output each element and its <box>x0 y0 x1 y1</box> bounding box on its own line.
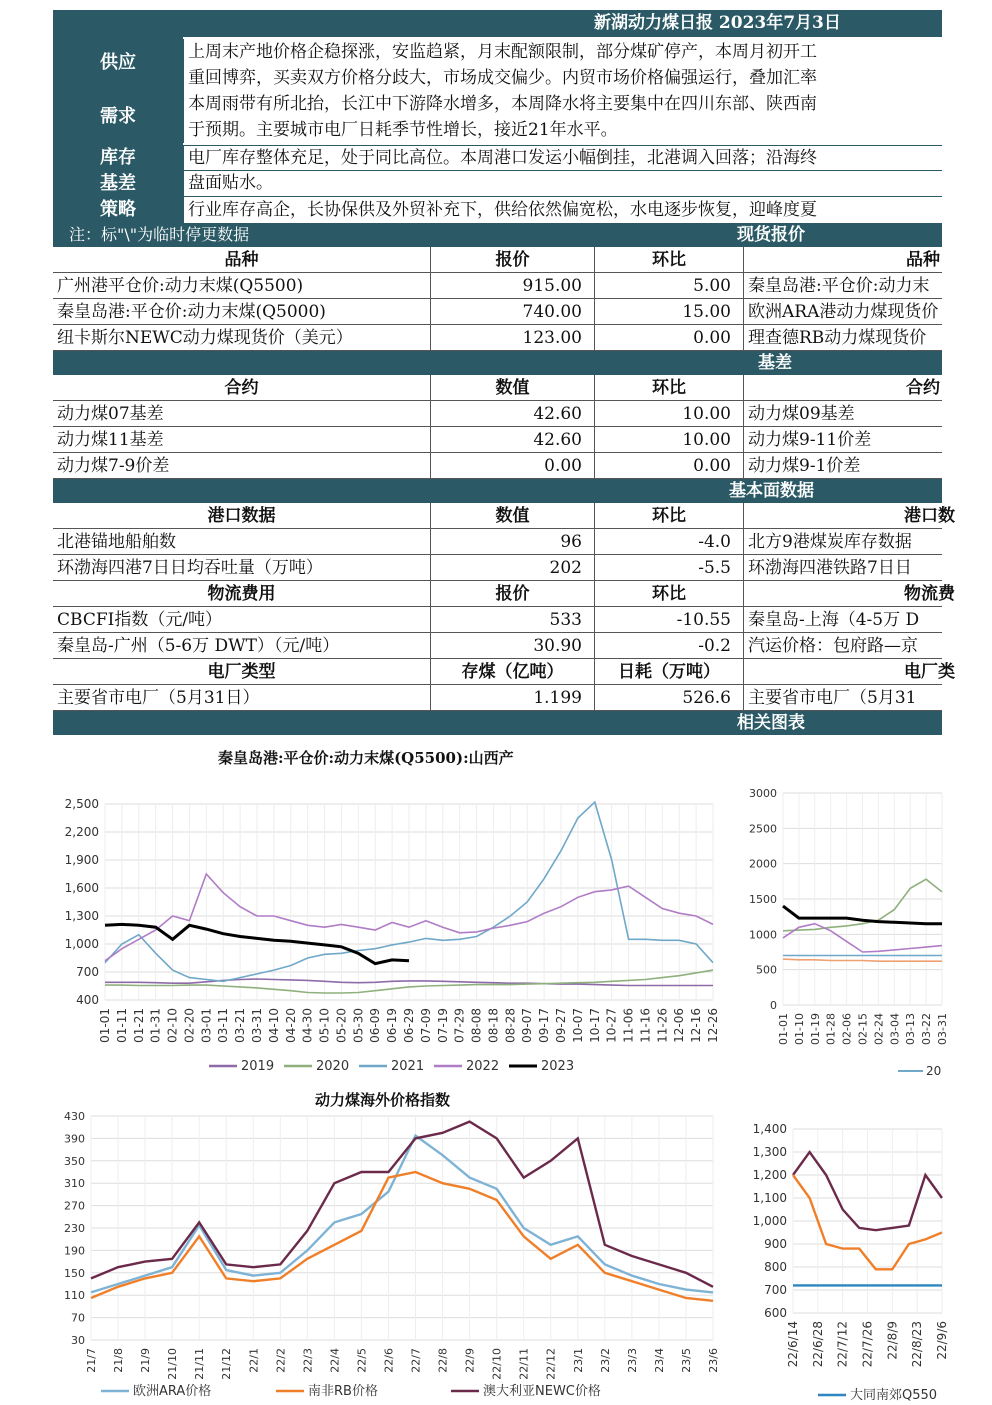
y-tick-label: 310 <box>64 1177 85 1191</box>
y-tick-label: 0 <box>770 999 777 1012</box>
x-tick-label: 01-19 <box>808 1013 822 1045</box>
x-tick-label: 02-15 <box>856 1013 870 1045</box>
summary-label-strategy: 策略 <box>53 197 183 223</box>
x-tick-label: 10-27 <box>604 1008 619 1043</box>
x-tick-label: 21/12 <box>220 1348 234 1380</box>
table-row <box>53 325 942 351</box>
x-tick-label: 02-10 <box>165 1008 180 1043</box>
logistics-header-price: 报价 <box>431 581 595 607</box>
port-header-row <box>53 503 955 529</box>
x-tick-label: 10-17 <box>587 1008 602 1043</box>
y-tick-label: 700 <box>764 1283 787 1297</box>
cell: 1.199 <box>431 685 595 711</box>
port-header-change: 环比 <box>595 503 744 529</box>
x-tick-label: 21/10 <box>166 1348 180 1380</box>
x-tick-label: 08-08 <box>469 1008 484 1043</box>
basis-header-row <box>53 375 942 401</box>
x-tick-label: 02-24 <box>872 1013 886 1045</box>
chart1-title: 秦皇岛港:平仓价:动力末煤(Q5500):山西产 <box>218 749 514 767</box>
x-tick-label: 04-10 <box>266 1008 281 1043</box>
x-tick-label: 09-07 <box>520 1008 535 1043</box>
cell: 202 <box>431 555 595 581</box>
y-tick-label: 2000 <box>749 857 777 871</box>
series-line <box>91 1172 713 1301</box>
x-tick-label: 09-27 <box>554 1008 568 1043</box>
x-tick-label: 01-21 <box>131 1008 146 1043</box>
chart2-svg <box>738 775 949 1085</box>
legend-label: 20 <box>926 1064 942 1078</box>
y-tick-label: 190 <box>64 1244 85 1258</box>
charts-section-title: 相关图表 <box>737 713 805 733</box>
x-tick-label: 03-04 <box>888 1013 902 1045</box>
basis-header-contract-2: 合约 <box>906 378 940 398</box>
cell: 15.00 <box>595 299 744 325</box>
summary-label-demand: 需求 <box>53 89 183 145</box>
plant-header-2: 电厂类 <box>904 662 955 682</box>
y-tick-label: 150 <box>64 1266 85 1280</box>
cell: 秦皇岛港:平仓价:动力末煤(Q5000) <box>53 299 431 325</box>
cell: 42.60 <box>431 401 595 427</box>
fundamental-section-bar <box>53 479 942 503</box>
y-tick-label: 1,600 <box>64 881 99 895</box>
cell: 42.60 <box>431 427 595 453</box>
x-tick-label: 22/10 <box>490 1348 504 1380</box>
basis-header-change: 环比 <box>595 375 744 401</box>
cell: 主要省市电厂（5月31日） <box>53 685 431 711</box>
x-tick-label: 22/1 <box>247 1348 261 1373</box>
summary-label-basis: 基差 <box>53 171 183 196</box>
x-tick-label: 11-16 <box>638 1008 653 1043</box>
x-tick-label: 06-29 <box>402 1008 416 1043</box>
chart3-svg <box>53 1110 720 1403</box>
cell: 动力煤09基差 <box>748 404 855 424</box>
basis-header-contract: 合约 <box>53 375 431 401</box>
y-tick-label: 1500 <box>749 893 777 906</box>
logistics-header-2: 物流费 <box>904 584 955 604</box>
cell: 动力煤07基差 <box>53 401 431 427</box>
y-tick-label: 800 <box>764 1260 787 1274</box>
cell: 5.00 <box>595 273 744 299</box>
cell: 915.00 <box>431 273 595 299</box>
summary-label-supply: 供应 <box>53 37 183 89</box>
x-tick-label: 01-10 <box>792 1013 806 1045</box>
basis-header-value: 数值 <box>431 375 595 401</box>
x-tick-label: 05-30 <box>351 1008 366 1043</box>
y-tick-label: 1,400 <box>752 1122 787 1136</box>
x-tick-label: 08-28 <box>503 1008 518 1043</box>
fundamental-section-title: 基本面数据 <box>729 481 814 501</box>
table-row <box>53 633 942 659</box>
y-tick-label: 2500 <box>749 822 777 836</box>
cell: 汽运价格：包府路—京 <box>748 636 918 656</box>
x-tick-label: 23/4 <box>652 1348 666 1373</box>
chart3-title: 动力煤海外价格指数 <box>315 1091 451 1109</box>
x-tick-label: 22/5 <box>355 1348 369 1373</box>
spot-header-product-2: 品种 <box>906 250 940 270</box>
y-tick-label: 1000 <box>749 928 777 942</box>
x-tick-label: 01-11 <box>114 1008 129 1043</box>
y-tick-label: 110 <box>64 1289 85 1303</box>
x-tick-label: 01-31 <box>148 1008 163 1043</box>
x-tick-label: 06-09 <box>368 1008 383 1043</box>
y-tick-label: 430 <box>64 1110 85 1123</box>
cell: CBCFI指数（元/吨） <box>53 607 431 633</box>
logistics-header-row <box>53 581 955 607</box>
x-tick-label: 03-11 <box>216 1008 231 1043</box>
x-tick-label: 22/12 <box>544 1348 558 1380</box>
table-row <box>53 401 942 427</box>
series-line <box>91 1136 713 1293</box>
note-text: 注：标"\"为临时停更数据 <box>69 225 250 244</box>
x-tick-label: 22/7/12 <box>835 1321 850 1368</box>
table-row <box>53 607 942 633</box>
x-tick-label: 23/3 <box>625 1348 639 1373</box>
summary-text-basis: 盘面贴水。 <box>183 171 943 196</box>
x-tick-label: 22/8/9 <box>885 1321 900 1360</box>
x-tick-label: 23/6 <box>707 1348 720 1373</box>
table-row <box>53 273 942 299</box>
x-tick-label: 23/2 <box>598 1348 612 1373</box>
y-tick-label: 1,000 <box>752 1214 787 1228</box>
cell: 秦皇岛-广州（5-6万 DWT）（元/吨） <box>53 633 431 659</box>
y-tick-label: 600 <box>764 1306 787 1320</box>
y-tick-label: 1,900 <box>64 853 99 867</box>
charts-section-bar <box>53 711 942 735</box>
basis-section-title: 基差 <box>758 353 792 373</box>
x-tick-label: 07-19 <box>435 1008 450 1043</box>
report-title-bar <box>53 10 942 37</box>
summary-text-inventory: 电厂库存整体充足，处于同比高位。本周港口发运小幅倒挂，北港调入回落；沿海终 <box>183 146 943 170</box>
cell: 环渤海四港铁路7日日 <box>748 558 912 578</box>
table-row <box>53 427 942 453</box>
x-tick-label: 02-20 <box>182 1008 197 1043</box>
x-tick-label: 01-01 <box>98 1008 112 1043</box>
y-tick-label: 270 <box>64 1199 85 1213</box>
summary-text-demand-2: 于预期。主要城市电厂日耗季节性增长，接近21年水平。 <box>183 117 943 143</box>
logistics-header: 物流费用 <box>53 581 431 607</box>
summary-text-demand: 本周雨带有所北抬，长江中下游降水增多，本周降水将主要集中在四川东部、陕西南 <box>183 91 943 117</box>
x-tick-label: 22/9 <box>463 1348 477 1373</box>
x-tick-label: 01-01 <box>777 1013 790 1045</box>
y-tick-label: 350 <box>64 1154 85 1168</box>
chart4-svg <box>738 1113 949 1403</box>
cell: 0.00 <box>595 453 744 479</box>
x-tick-label: 11-26 <box>655 1008 670 1043</box>
cell: 动力煤7-9价差 <box>53 453 431 479</box>
y-tick-label: 1,000 <box>64 937 99 951</box>
cell: 动力煤9-11价差 <box>748 430 872 450</box>
legend-label: 2022 <box>466 1059 500 1074</box>
x-tick-label: 12-06 <box>672 1008 687 1043</box>
x-tick-label: 12-16 <box>689 1008 704 1043</box>
cell: -5.5 <box>595 555 744 581</box>
spot-header-row <box>53 247 942 273</box>
y-tick-label: 400 <box>76 993 99 1007</box>
cell: 动力煤9-1价差 <box>748 456 861 476</box>
y-tick-label: 2,200 <box>64 825 99 839</box>
legend-label: 2023 <box>541 1059 575 1074</box>
summary-text-supply-2: 重回博弈，买卖双方价格分歧大，市场成交偏少。内贸市场价格偏强运行，叠加汇率 <box>183 65 943 91</box>
y-tick-label: 3000 <box>749 787 777 800</box>
table-row <box>53 529 942 555</box>
cell: 533 <box>431 607 595 633</box>
cell: 0.00 <box>431 453 595 479</box>
cell: 30.90 <box>431 633 595 659</box>
y-tick-label: 1,200 <box>752 1168 787 1182</box>
x-tick-label: 03-31 <box>250 1008 264 1043</box>
plant-header-row <box>53 659 955 685</box>
legend-label: 南非RB价格 <box>308 1384 378 1399</box>
y-tick-label: 70 <box>71 1311 85 1325</box>
y-tick-label: 1,100 <box>752 1191 787 1205</box>
x-tick-label: 22/6 <box>382 1348 396 1373</box>
x-tick-label: 22/7 <box>409 1348 423 1373</box>
cell: 广州港平仓价:动力末煤(Q5500) <box>53 273 431 299</box>
x-tick-label: 02-06 <box>840 1013 854 1045</box>
cell: 动力煤11基差 <box>53 427 431 453</box>
x-tick-label: 04-20 <box>283 1008 298 1043</box>
x-tick-label: 03-01 <box>199 1008 214 1043</box>
y-tick-label: 500 <box>756 963 777 977</box>
cell: 123.00 <box>431 325 595 351</box>
x-tick-label: 03-21 <box>233 1008 248 1043</box>
y-tick-label: 230 <box>64 1222 85 1235</box>
x-tick-label: 21/11 <box>193 1348 207 1380</box>
spot-header-change: 环比 <box>595 247 744 273</box>
x-tick-label: 05-20 <box>334 1008 349 1043</box>
x-tick-label: 11-06 <box>621 1008 636 1043</box>
cell: 北方9港煤炭库存数据 <box>748 532 912 552</box>
cell: 526.6 <box>595 685 744 711</box>
cell: 10.00 <box>595 401 744 427</box>
x-tick-label: 22/7/26 <box>860 1321 875 1368</box>
x-tick-label: 21/9 <box>139 1348 153 1373</box>
cell: 秦皇岛港:平仓价:动力末 <box>748 276 930 296</box>
x-tick-label: 21/7 <box>85 1348 98 1373</box>
cell: -10.55 <box>595 607 744 633</box>
cell: 主要省市电厂（5月31 <box>748 688 917 708</box>
plant-header-stock: 存煤（亿吨） <box>431 659 595 685</box>
x-tick-label: 22/9/6 <box>935 1321 949 1360</box>
table-row <box>53 555 942 581</box>
logistics-header-change: 环比 <box>595 581 744 607</box>
x-tick-label: 01-28 <box>824 1013 838 1045</box>
basis-section-bar <box>53 351 942 375</box>
summary-text-supply: 上周末产地价格企稳探涨，安监趋紧，月末配额限制，部分煤矿停产，本周月初开工 <box>183 39 943 65</box>
plant-header: 电厂类型 <box>53 659 431 685</box>
port-header: 港口数据 <box>53 503 431 529</box>
spot-section-title: 现货报价 <box>737 225 805 245</box>
x-tick-label: 03-22 <box>920 1013 934 1045</box>
x-tick-label: 22/8 <box>436 1348 450 1373</box>
legend-label: 2020 <box>316 1059 350 1074</box>
x-tick-label: 22/6/28 <box>810 1321 825 1368</box>
x-tick-label: 21/8 <box>112 1348 126 1373</box>
x-tick-label: 22/4 <box>328 1348 342 1373</box>
cell: 纽卡斯尔NEWC动力煤现货价（美元） <box>53 325 431 351</box>
cell: 理查德RB动力煤现货价 <box>748 328 927 348</box>
y-tick-label: 900 <box>764 1237 787 1251</box>
cell: 10.00 <box>595 427 744 453</box>
plant-header-consumption: 日耗（万吨） <box>595 659 744 685</box>
x-tick-label: 23/1 <box>571 1348 585 1373</box>
cell: -4.0 <box>595 529 744 555</box>
report-sheet <box>53 5 955 1405</box>
cell: 740.00 <box>431 299 595 325</box>
x-tick-label: 04-30 <box>300 1008 315 1043</box>
x-tick-label: 03-31 <box>936 1013 949 1045</box>
x-tick-label: 03-13 <box>904 1013 918 1045</box>
cell: 环渤海四港7日日均吞吐量（万吨） <box>53 555 431 581</box>
summary-label-inventory: 库存 <box>53 146 183 170</box>
series-line <box>91 1122 713 1287</box>
y-tick-label: 390 <box>64 1132 85 1146</box>
port-header-2: 港口数 <box>904 506 955 526</box>
chart1-svg <box>53 775 718 1085</box>
y-tick-label: 2,500 <box>64 797 99 811</box>
cell: 欧洲ARA港动力煤现货价 <box>748 302 939 322</box>
spot-header-product: 品种 <box>53 247 431 273</box>
x-tick-label: 07-29 <box>452 1008 467 1043</box>
port-header-value: 数值 <box>431 503 595 529</box>
x-tick-label: 09-17 <box>537 1008 552 1043</box>
spot-section-bar <box>53 223 942 247</box>
spot-header-price: 报价 <box>431 247 595 273</box>
x-tick-label: 05-10 <box>317 1008 332 1043</box>
cell: 0.00 <box>595 325 744 351</box>
legend-label: 2021 <box>391 1059 425 1074</box>
x-tick-label: 22/11 <box>517 1348 531 1380</box>
table-row <box>53 453 942 479</box>
cell: 秦皇岛-上海（4-5万 D <box>748 610 920 630</box>
x-tick-label: 22/8/23 <box>910 1321 925 1368</box>
x-tick-label: 12-26 <box>706 1008 720 1043</box>
legend-label: 大同南郊Q550 <box>850 1388 938 1403</box>
table-row <box>53 299 942 325</box>
y-tick-label: 700 <box>76 965 99 979</box>
x-tick-label: 23/5 <box>679 1348 693 1373</box>
table-row <box>53 685 942 711</box>
legend-label: 欧洲ARA价格 <box>133 1384 212 1399</box>
summary-text-strategy: 行业库存高企，长协保供及外贸补充下，供给依然偏宽松，水电逐步恢复，迎峰度夏 <box>183 197 943 223</box>
x-tick-label: 22/2 <box>274 1348 288 1373</box>
legend-label: 2019 <box>241 1059 275 1074</box>
report-title: 新湖动力煤日报 2023年7月3日 <box>594 13 841 33</box>
x-tick-label: 22/6/14 <box>786 1321 800 1368</box>
x-tick-label: 08-18 <box>486 1008 501 1043</box>
x-tick-label: 22/3 <box>301 1348 315 1373</box>
y-tick-label: 30 <box>71 1334 85 1347</box>
y-tick-label: 1,300 <box>64 909 99 923</box>
legend-label: 澳大利亚NEWC价格 <box>483 1384 601 1399</box>
x-tick-label: 10-07 <box>570 1008 585 1043</box>
cell: -0.2 <box>595 633 744 659</box>
y-tick-label: 1,300 <box>752 1145 787 1159</box>
cell: 北港锚地船舶数 <box>53 529 431 555</box>
cell: 96 <box>431 529 595 555</box>
x-tick-label: 06-19 <box>385 1008 400 1043</box>
x-tick-label: 07-09 <box>418 1008 433 1043</box>
